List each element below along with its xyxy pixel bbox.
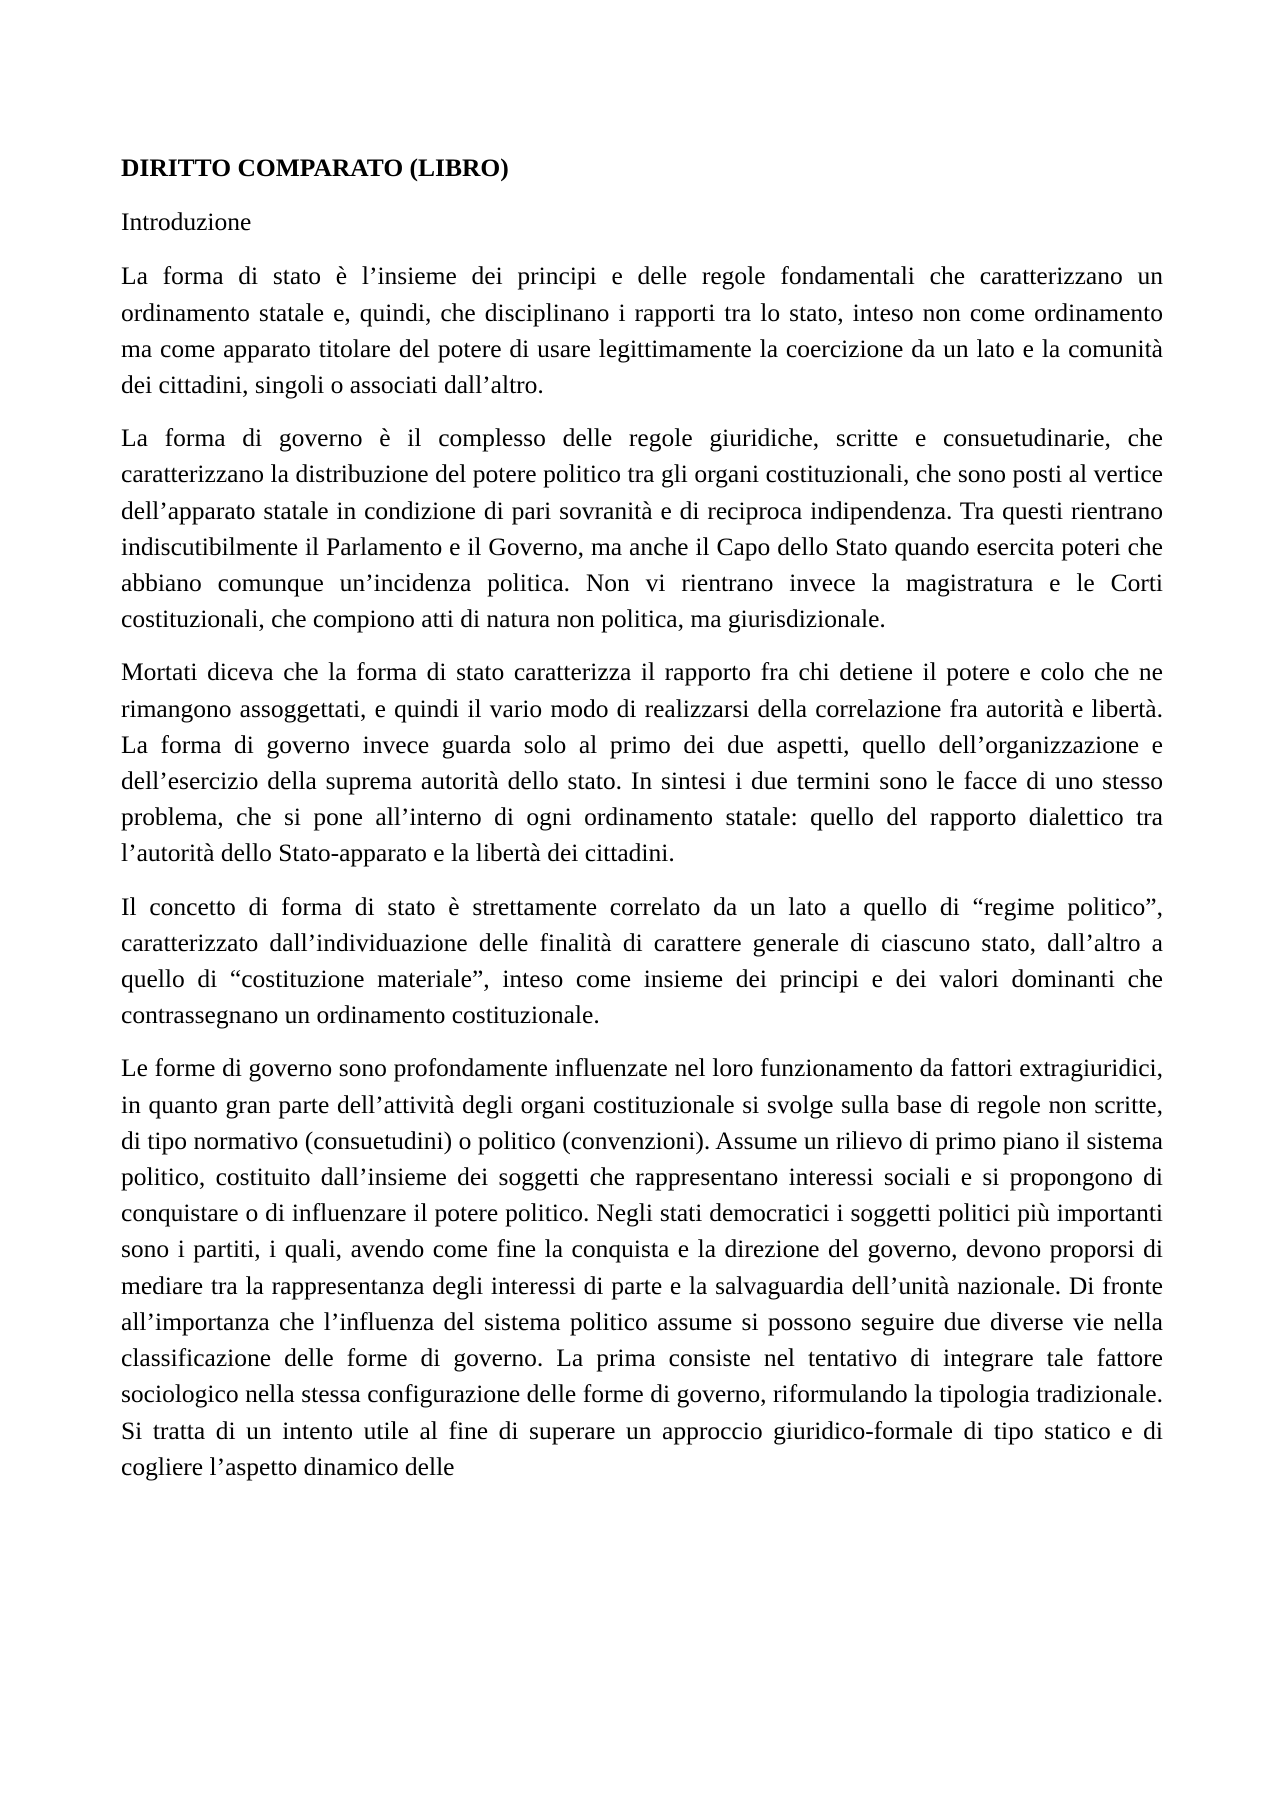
paragraph-fattori-extragiuridici: Le forme di governo sono profondamente influenzate nel loro funzionamento da fattori extragiuridici, in quanto gran parte dell’attività degli organi costituzionale si svolge sulla base di regole non scritte, di tipo normativo (consuetudini) o politico (convenzioni). Assume un rilievo di primo piano il sistema politico, costituito dall’insieme dei soggetti che rappresentano interessi sociali e si propongono di conquistare o di influenzare il potere politico. Negli stati democratici i soggetti politici più importanti sono i partiti, i quali, avendo come fine la conquista e la direzione del governo, devono proporsi di mediare tra la rappresentanza degli interessi di parte e la salvaguardia dell’unità nazionale. Di fronte all’importanza che l’influenza del sistema politico assume si possono seguire due diverse vie nella classificazione delle forme di governo. La prima consiste nel tentativo di integrare tale fattore sociologico nella stessa configurazione delle forme di governo, riformulando la tipologia tradizionale. Si tratta di un intento utile al fine di superare un approccio giuridico-formale di tipo statico e di cogliere l’aspetto dinamico delle	[121, 1053, 1163, 1481]
paragraph-forma-di-stato: La forma di stato è l’insieme dei principi e delle regole fondamentali che caratterizzano un ordinamento statale e, quindi, che disciplinano i rapporti tra lo stato, inteso non come ordinamento ma come apparato titolare del potere di usare legittimamente la coercizione da un lato e la comunità dei cittadini, singoli o associati dall’altro.	[121, 261, 1163, 400]
document-body	[121, 150, 1163, 1502]
paragraph-forma-di-governo: La forma di governo è il complesso delle regole giuridiche, scritte e consuetudinarie, che caratterizzano la distribuzione del potere politico tra gli organi costituzionali, che sono posti al vertice dell’apparato statale in condizione di pari sovranità e di reciproca indipendenza. Tra questi rientrano indiscutibilmente il Parlamento e il Governo, ma anche il Capo dello Stato quando esercita poteri che abbiano comunque un’incidenza politica. Non vi rientrano invece la magistratura e le Corti costituzionali, che compiono atti di natura non politica, ma giurisdizionale.	[121, 423, 1163, 634]
paragraph-mortati: Mortati diceva che la forma di stato caratterizza il rapporto fra chi detiene il potere e colo che ne rimangono assoggettati, e quindi il vario modo di realizzarsi della correlazione fra autorità e libertà. La forma di governo invece guarda solo al primo dei due aspetti, quello dell’organizzazione e dell’esercizio della suprema autorità dello stato. In sintesi i due termini sono le facce di uno stesso problema, che si pone all’interno di ogni ordinamento statale: quello del rapporto dialettico tra l’autorità dello Stato-apparato e la libertà dei cittadini.	[121, 657, 1163, 868]
paragraph-regime-politico: Il concetto di forma di stato è strettamente correlato da un lato a quello di “regime politico”, caratterizzato dall’individuazione delle finalità di carattere generale di ciascuno stato, dall’altro a quello di “costituzione materiale”, inteso come insieme dei principi e dei valori dominanti che contrassegnano un ordinamento costituzionale.	[121, 891, 1163, 1030]
section-heading: Introduzione	[121, 207, 252, 237]
document-title: DIRITTO COMPARATO (LIBRO)	[121, 153, 509, 182]
